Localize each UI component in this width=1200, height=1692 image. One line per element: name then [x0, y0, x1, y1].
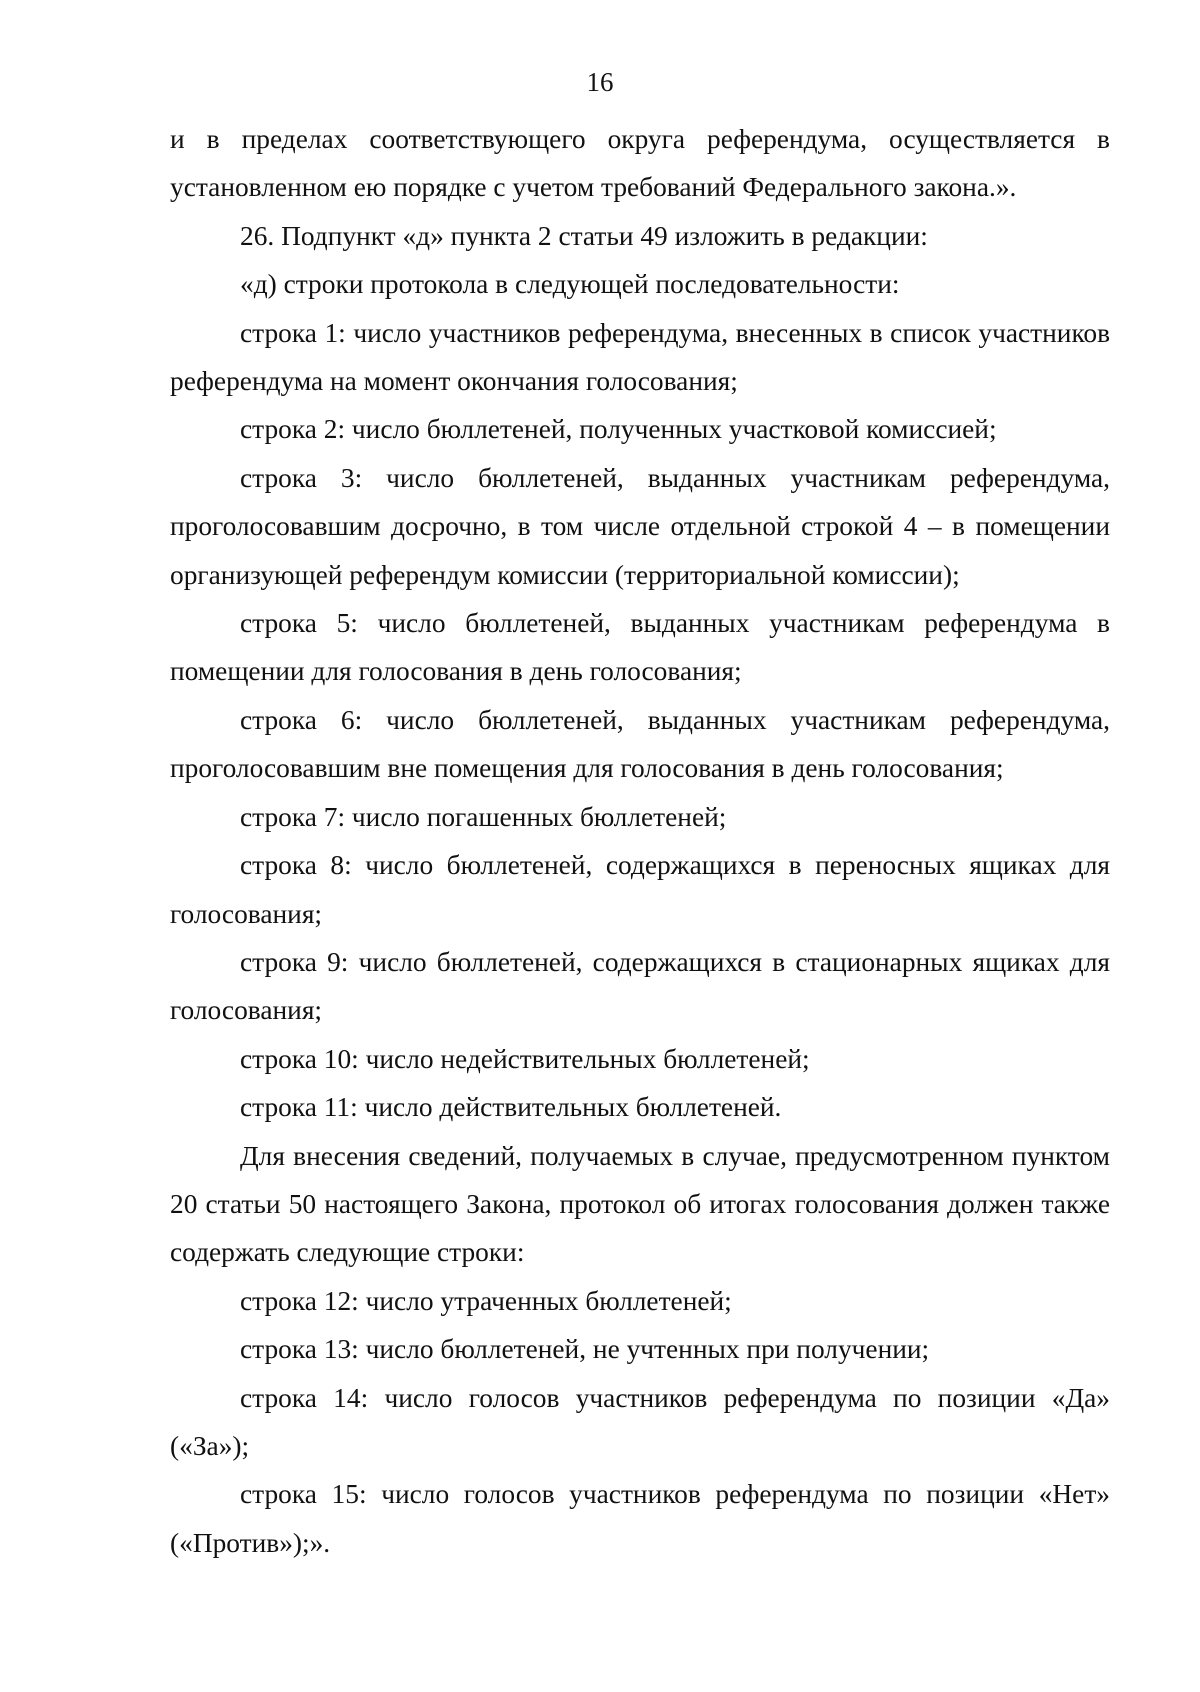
paragraph-line-14: строка 14: число голосов участников референдума по позиции «Да» («За»); [170, 1382, 1110, 1461]
paragraph-line-12: строка 12: число утраченных бюллетеней; [240, 1285, 732, 1316]
paragraph-line-3: строка 3: число бюллетеней, выданных участникам референдума, проголосовавшим досрочно, в том числе отдельной строкой 4 – в помещении организующей референдум комиссии (территориальной комиссии); [170, 462, 1110, 590]
paragraph-line-9: строка 9: число бюллетеней, содержащихся в стационарных ящиках для голосования; [170, 946, 1110, 1026]
paragraph-additional-lines: Для внесения сведений, получаемых в случае, предусмотренном пунктом 20 статьи 50 настоящего Закона, протокол об итогах голосования должен также содержать следующие строки: [170, 1140, 1110, 1268]
document-body [170, 115, 1110, 1567]
page-number: 16 [586, 67, 614, 97]
paragraph-continuation: и в пределах соответствующего округа референдума, осуществляется в установленном ею порядке с учетом требований Федерального закона.». [170, 124, 1110, 203]
paragraph-subitem-d: «д) строки протокола в следующей последовательности: [240, 269, 900, 300]
paragraph-amendment-26: 26. Подпункт «д» пункта 2 статьи 49 изложить в редакции: [240, 220, 928, 251]
paragraph-line-6: строка 6: число бюллетеней, выданных участникам референдума, проголосовавшим вне помещения для голосования в день голосования; [170, 704, 1110, 784]
paragraph-line-11: строка 11: число действительных бюллетеней. [240, 1092, 782, 1123]
paragraph-line-15: строка 15: число голосов участников референдума по позиции «Нет» («Против»);». [170, 1479, 1110, 1558]
paragraph-line-1: строка 1: число участников референдума, внесенных в список участников референдума на момент окончания голосования; [170, 317, 1110, 397]
paragraph-line-10: строка 10: число недействительных бюллетеней; [240, 1043, 810, 1074]
paragraph-line-7: строка 7: число погашенных бюллетеней; [240, 801, 727, 832]
paragraph-line-5: строка 5: число бюллетеней, выданных участникам референдума в помещении для голосования в день голосования; [170, 608, 1110, 687]
paragraph-line-2: строка 2: число бюллетеней, полученных участковой комиссией; [240, 414, 997, 445]
paragraph-line-8: строка 8: число бюллетеней, содержащихся в переносных ящиках для голосования; [170, 850, 1110, 929]
paragraph-line-13: строка 13: число бюллетеней, не учтенных при получении; [240, 1334, 930, 1365]
